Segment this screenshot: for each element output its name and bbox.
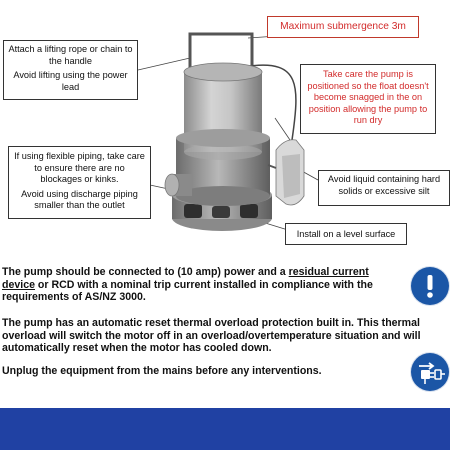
footer-band bbox=[0, 408, 450, 450]
level-surface-text: Install on a level surface bbox=[296, 229, 396, 239]
solids-text: Avoid liquid containing hard solids or excessive silt bbox=[327, 174, 441, 196]
pump-housing bbox=[165, 63, 270, 206]
solids-callout bbox=[318, 170, 450, 206]
rcd-paragraph-start: The pump should be connected to (10 amp) power and a bbox=[2, 266, 289, 278]
lifting-callout bbox=[3, 40, 138, 100]
level-surface-callout bbox=[285, 223, 407, 245]
unplug-icon bbox=[411, 353, 449, 391]
piping-text-1: If using flexible piping, take care to ensure there are no blockages or kinks. bbox=[14, 151, 145, 184]
exclamation-icon bbox=[411, 267, 449, 305]
lifting-text-1: Attach a lifting rope or chain to the handle bbox=[8, 44, 133, 66]
rcd-paragraph bbox=[2, 266, 402, 304]
max-submergence-text: Maximum submergence 3m bbox=[280, 21, 406, 32]
rcd-link[interactable]: residual current device bbox=[2, 266, 369, 291]
plug-disconnect-icon bbox=[411, 353, 449, 391]
unplug-paragraph: Unplug the equipment from the mains before any interventions. bbox=[2, 365, 322, 377]
piping-text-2: Avoid using discharge piping smaller than the outlet bbox=[21, 188, 138, 210]
max-submergence-callout bbox=[267, 16, 419, 38]
piping-callout bbox=[8, 146, 151, 219]
lifting-text-2: Avoid lifting using the power lead bbox=[13, 70, 128, 92]
rcd-paragraph-end: or RCD with a nominal trip current installed in compliance with the requirements of AS/NZ 3000. bbox=[2, 278, 373, 304]
thermal-overload-paragraph: The pump has an automatic reset thermal overload protection built in. This thermal overload will switch the motor off in an overload/overtemperature situation and will automatically reset when the motor has cooled down. bbox=[2, 317, 421, 355]
warning-icon bbox=[411, 267, 449, 305]
float-switch bbox=[268, 140, 304, 205]
float-callout bbox=[300, 64, 436, 134]
float-text: Take care the pump is positioned so the float doesn't become snagged in the on position allowing the pump to run dry bbox=[307, 69, 429, 125]
